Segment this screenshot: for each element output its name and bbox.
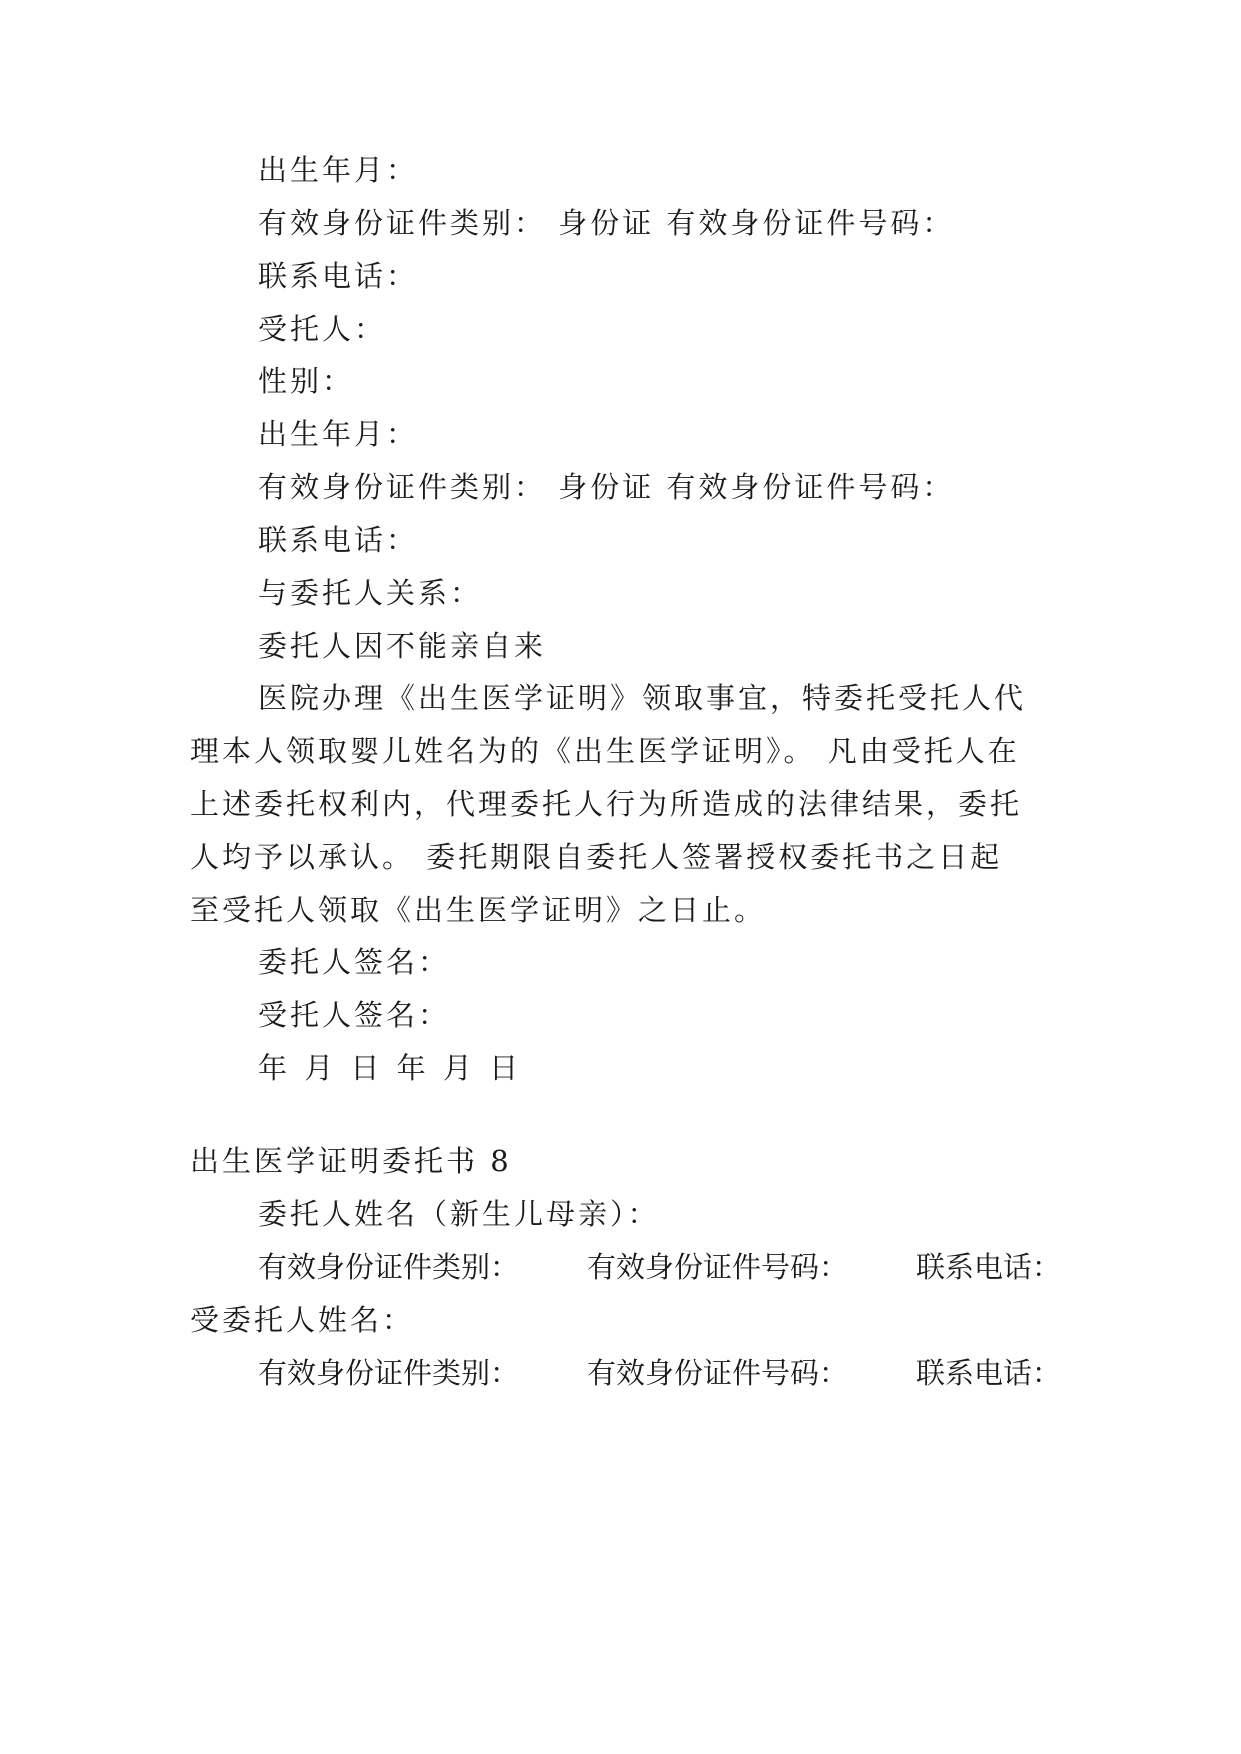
- body-paragraph-line: 人均予以承认。 委托期限自委托人签署授权委托书之日起: [190, 840, 1003, 874]
- document-title: 出生医学证明委托书 8: [190, 1144, 512, 1178]
- principal-fields-row: [258, 1247, 1061, 1287]
- body-paragraph-line: 至受托人领取《出生医学证明》之日止。: [190, 893, 767, 927]
- principal-id-row: 有效身份证件类别： 身份证 有效身份证件号码：: [258, 206, 955, 240]
- trustee-id-row: 有效身份证件类别： 身份证 有效身份证件号码：: [258, 470, 955, 504]
- principal-signature: 委托人签名：: [258, 945, 451, 979]
- principal-birth-date: 出生年月：: [258, 153, 419, 187]
- trustee-birth-date: 出生年月：: [258, 417, 419, 451]
- body-paragraph-line: 理本人领取婴儿姓名为的《出生医学证明》。 凡由受托人在: [190, 734, 1020, 768]
- body-paragraph-line: 医院办理《出生医学证明》领取事宜，特委托受托人代: [258, 681, 1027, 715]
- body-paragraph-line: 上述委托权利内，代理委托人行为所造成的法律结果，委托: [190, 787, 1023, 821]
- trustee-signature: 受托人签名：: [258, 998, 451, 1032]
- relation-to-principal: 与委托人关系：: [258, 576, 483, 610]
- principal-name: 委托人姓名（新生儿母亲）：: [258, 1197, 660, 1231]
- trustee-id-number: 有效身份证件号码：: [586, 1356, 848, 1390]
- date-row: 年 月 日 年 月 日: [258, 1051, 523, 1085]
- trustee-fields-row: [258, 1353, 1061, 1393]
- principal-id-type: 有效身份证件类别：: [258, 1250, 520, 1284]
- reason-line: 委托人因不能亲自来: [258, 629, 547, 663]
- principal-id-number: 有效身份证件号码：: [586, 1250, 848, 1284]
- trustee-gender: 性别：: [258, 364, 355, 398]
- trustee-id-type: 有效身份证件类别：: [258, 1356, 520, 1390]
- principal-phone-field: 联系电话：: [915, 1250, 1061, 1284]
- trustee-phone-field: 联系电话：: [915, 1356, 1061, 1390]
- trustee-label: 受托人：: [258, 312, 387, 346]
- trustee-phone: 联系电话：: [258, 523, 419, 557]
- principal-phone: 联系电话：: [258, 259, 419, 293]
- trustee-name: 受委托人姓名：: [190, 1303, 415, 1337]
